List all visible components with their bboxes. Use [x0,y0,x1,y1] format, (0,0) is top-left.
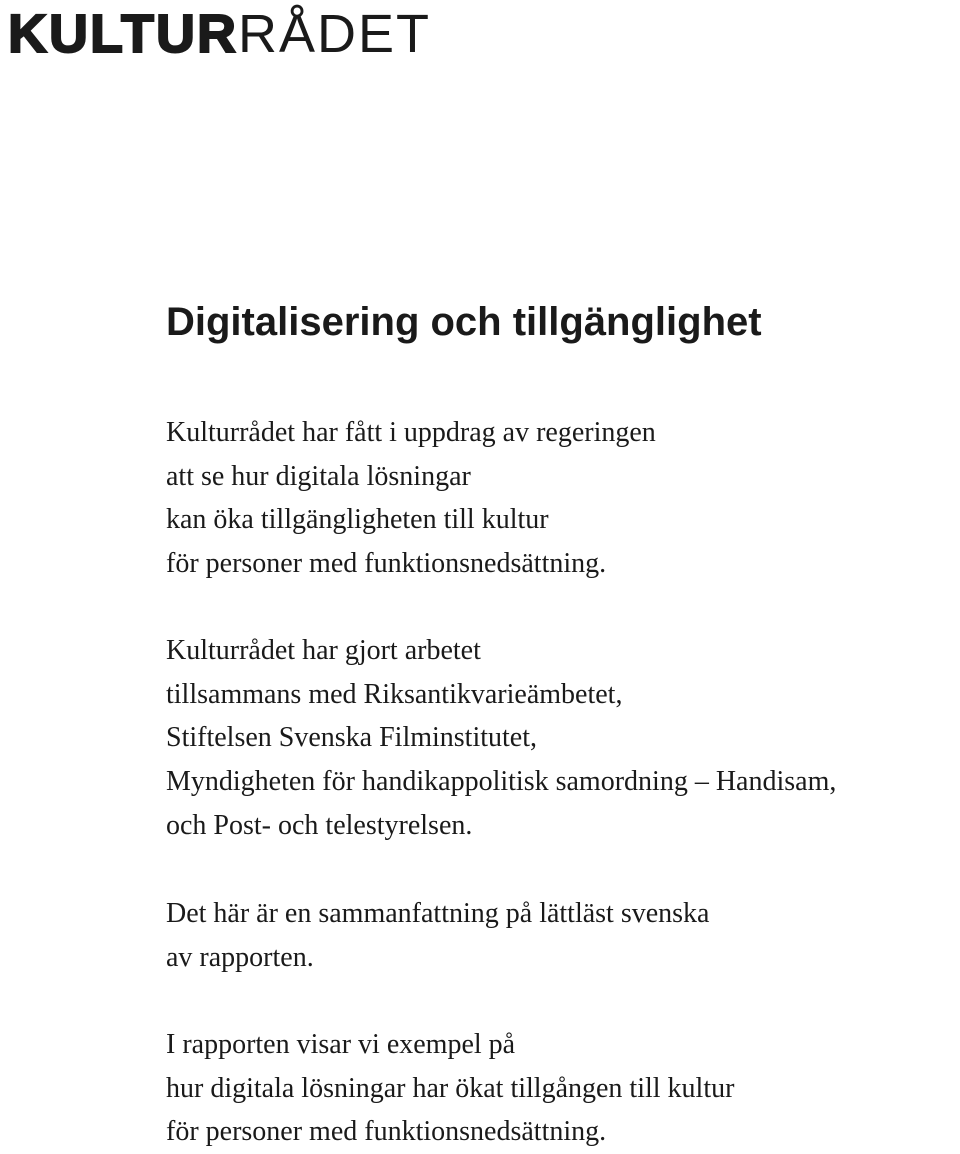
paragraph-line: att se hur digitala lösningar [166,460,471,492]
paragraph-line: Kulturrådet har gjort arbetet [166,635,481,666]
kulturradet-logo [8,4,431,64]
paragraph-line: Kulturrådet har fått i uppdrag av regeringen [166,417,656,448]
logo-bold-text: KULTUR [8,4,238,64]
paragraph-line: I rapporten visar vi exempel på [166,1029,516,1060]
paragraph-report-examples [166,1023,734,1154]
paragraph-line: Det här är en sammanfattning på lättläst svenska [166,898,710,929]
paragraph-summary-note [166,892,709,979]
paragraph-line: Myndigheten för handikappolitisk samordning – Handisam, [166,766,837,798]
page-title: Digitalisering och tillgänglighet [166,300,762,344]
paragraph-line: tillsammans med Riksantikvarieämbetet, [166,678,623,710]
paragraph-line: kan öka tillgängligheten till kultur [166,504,549,536]
paragraph-line: hur digitala lösningar har ökat tillgången till kultur [166,1072,735,1104]
paragraph-line: av rapporten. [166,941,314,973]
paragraph-line: för personer med funktionsnedsättning. [166,548,607,580]
logo-light-text: RÅDET [237,4,431,64]
paragraph-line: Stiftelsen Svenska Filminstitutet, [166,722,537,754]
paragraph-assignment [166,411,656,586]
paragraph-partners [166,629,836,848]
paragraph-line: och Post- och telestyrelsen. [166,809,473,841]
paragraph-line: för personer med funktionsnedsättning. [166,1116,607,1148]
